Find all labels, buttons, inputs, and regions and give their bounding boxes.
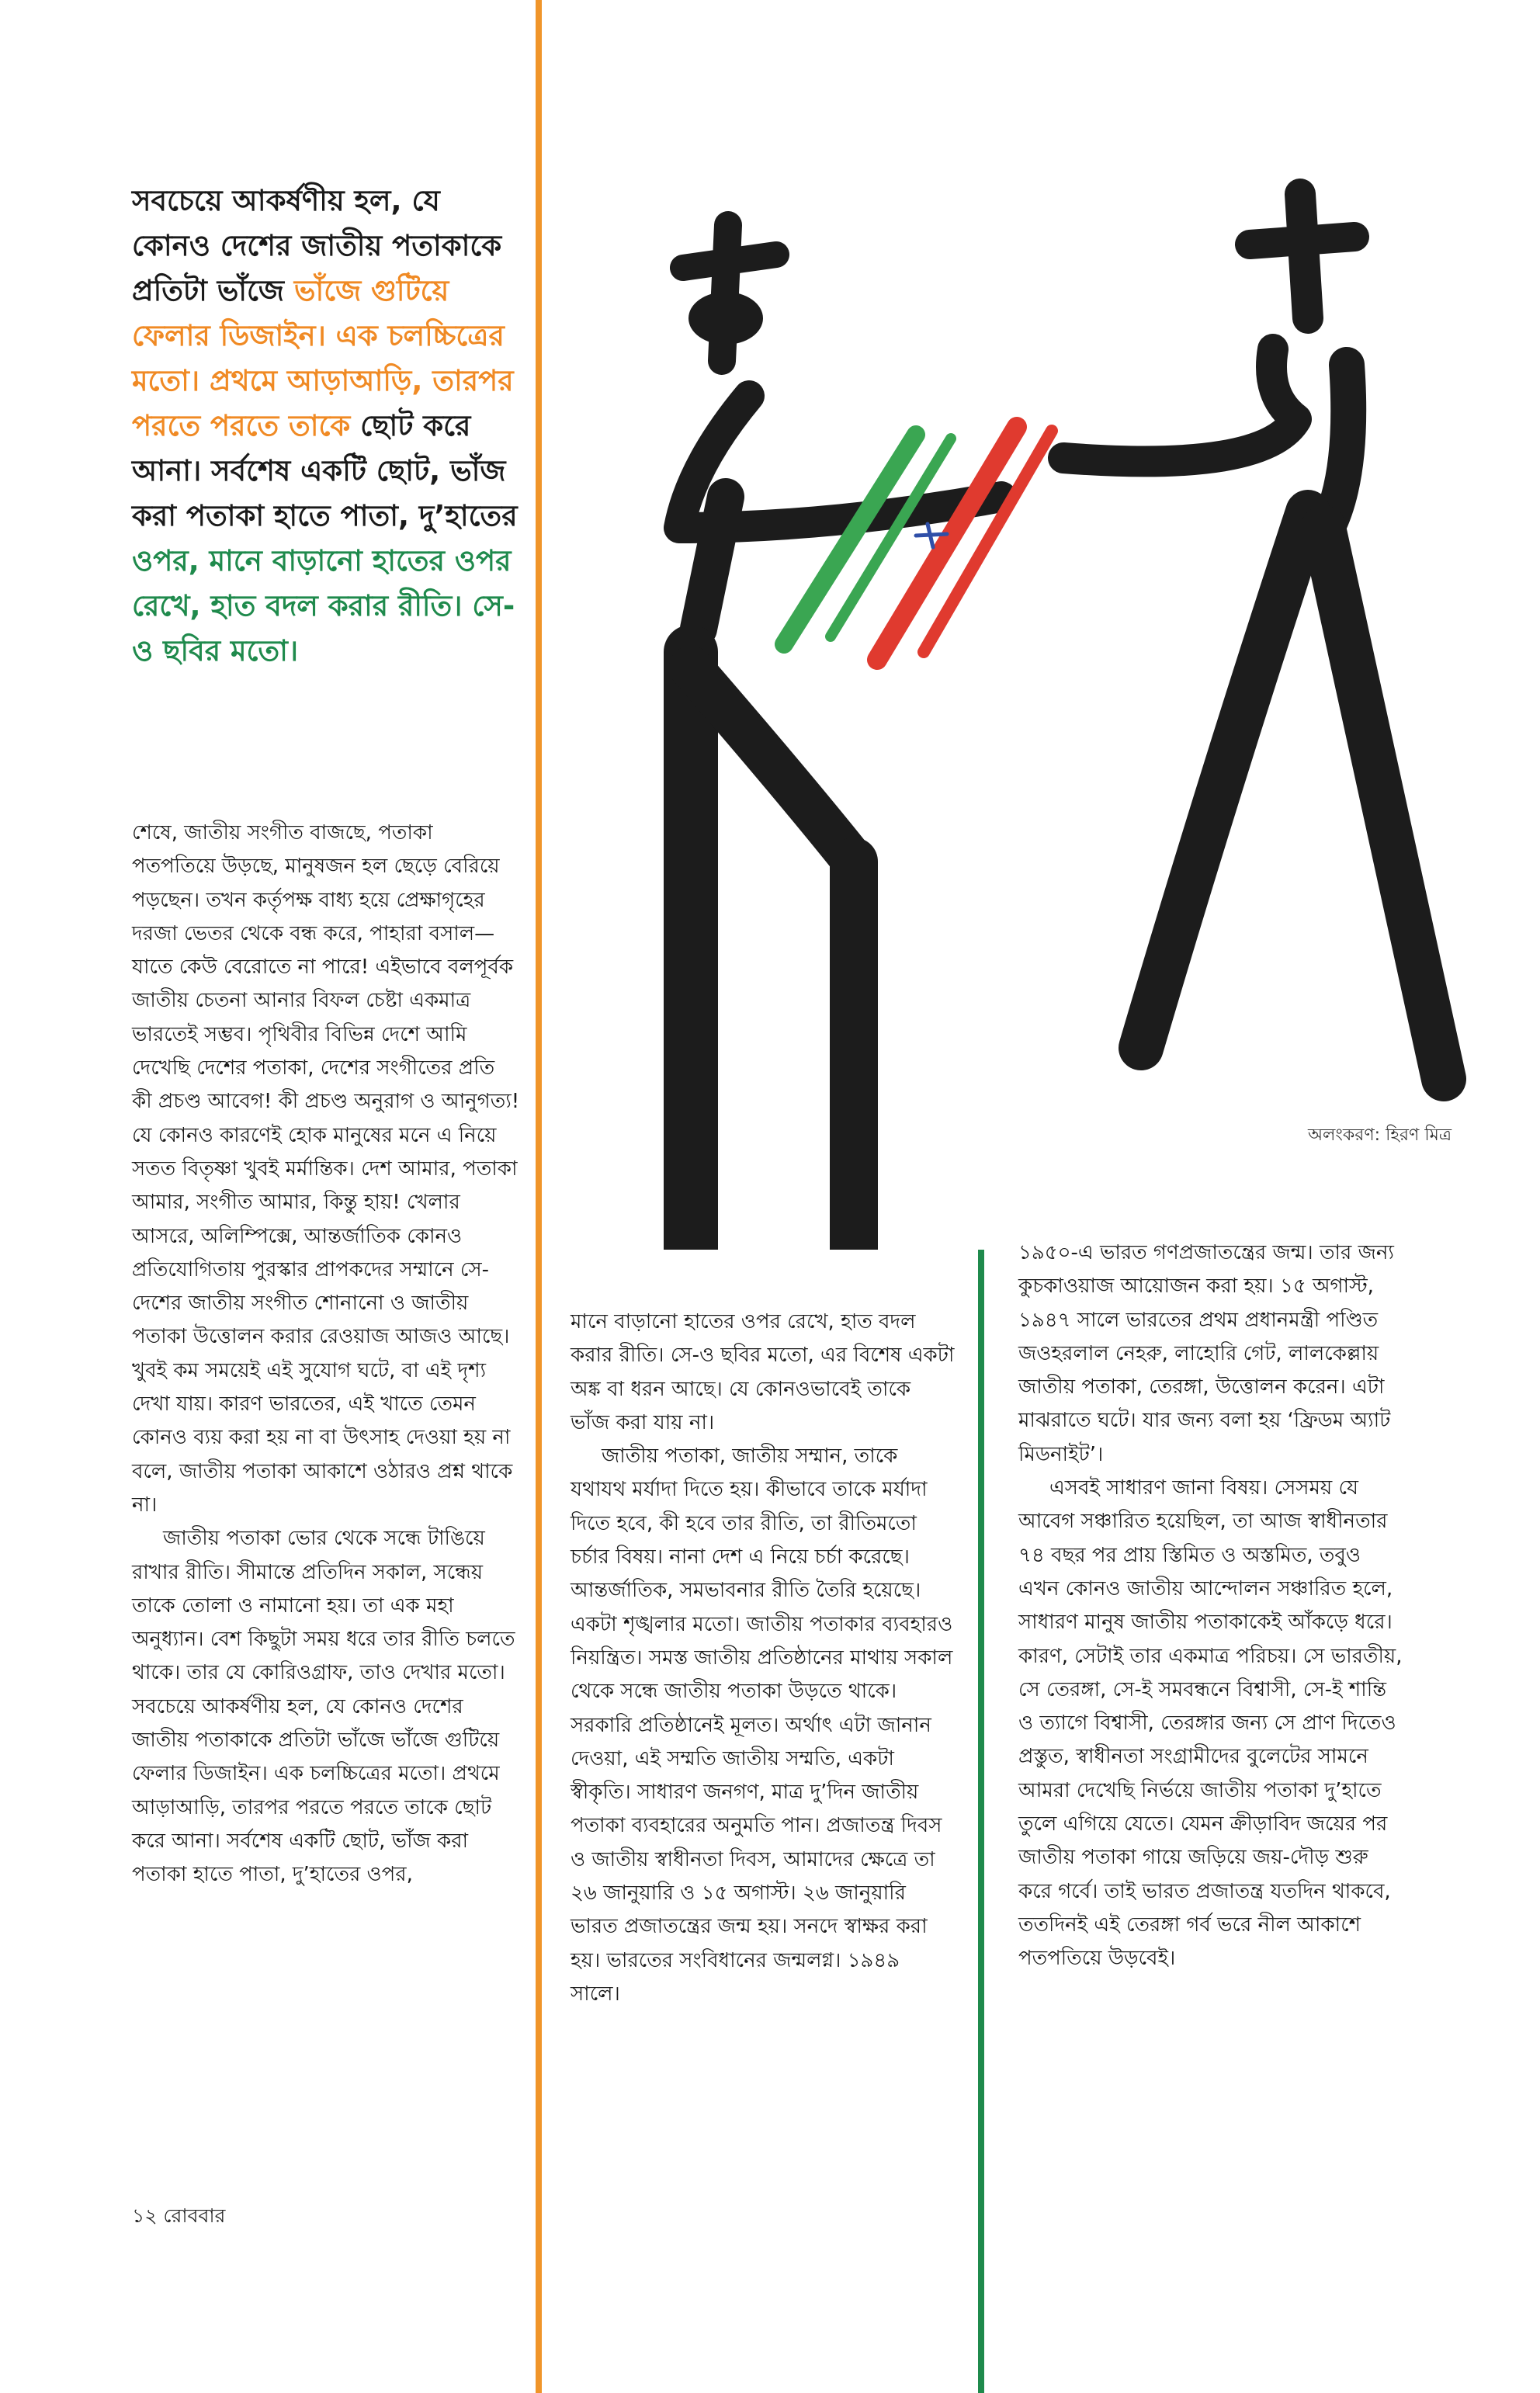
column3-paragraph-2: এসবই সাধারণ জানা বিষয়। সেসময় যে আবেগ সঞ্চারিত হয়েছিল, তা আজ স্বাধীনতার ৭৪ বছর পর প্রায় স্তিমিত ও অস্তমিত, তবুও এখন কোনও জাতীয় আন্দোলন সঞ্চারিত হলে, সাধারণ মানুষ জাতীয় পতাকাকেই আঁকড়ে ধরে। কারণ, সেটাই তার একমাত্র পরিচয়। সে ভারতীয়, সে তেরঙ্গা, সে-ই সমবন্ধনে বিশ্বাসী, সে-ই শান্তি ও ত্যাগে বিশ্বাসী, তেরঙ্গার জন্য সে প্রাণ দিতেও প্রস্তুত, স্বাধীনতা সংগ্রামীদের বুলেটের সামনে আমরা দেখেছি নির্ভয়ে জাতীয় পতাকা দু’হাতে তুলে এগিয়ে যেতে। যেমন ক্রীড়াবিদ জয়ের পর জাতীয় পতাকা গায়ে জড়িয়ে জয়-দৌড় শুরু করে গর্বে। তাই ভারত প্রজাতন্ত্র যতদিন থাকবে, ততদিনই এই তেরঙ্গা গর্ব ভরে নীল আকাশে পতপতিয়ে উড়বেই। <box>1018 1476 1403 1971</box>
illustration-caption: অলংকরণ: হিরণ মিত্র <box>1307 1125 1452 1145</box>
column3-paragraph-1: ১৯৫০-এ ভারত গণপ্রজাতন্ত্রের জন্ম। তার জন্য কুচকাওয়াজ আয়োজন করা হয়। ১৫ অগাস্ট, ১৯৪৭ সালে ভারতের প্রথম প্রধানমন্ত্রী পণ্ডিত জওহরলাল নেহরু, লাহোরি গেট, লালকেল্লায় জাতীয় পতাকা, তেরঙ্গা, উত্তোলন করেন। এটা মাঝরাতে ঘটে। যার জন্য বলা হয় ‘ফ্রিডম অ্যাট মিডনাইট’। <box>1018 1241 1394 1466</box>
article-column-3 <box>1018 1236 1406 1976</box>
right-figure-body <box>1141 512 1308 1048</box>
article-column-2 <box>571 1306 955 2011</box>
column2-paragraph-1: মানে বাড়ানো হাতের ওপর রেখে, হাত বদল করার রীতি। সে-ও ছবির মতো, এর বিশেষ একটা অঙ্ক বা ধরন আছে। যে কোনওভাবেই তাকে ভাঁজ করা যায় না। <box>571 1310 955 1434</box>
right-figure <box>1063 194 1444 1079</box>
pull-quote <box>132 179 520 674</box>
article-column-1 <box>132 817 520 1892</box>
left-figure <box>679 225 1001 1250</box>
pull-quote-green: ওপর, মানে বাড়ানো হাতের ওপর রেখে, হাত বদল করার রীতি। সে-ও ছবির মতো। <box>132 544 515 668</box>
pull-quote-black-1: সবচেয়ে আকর্ষণীয় হল, যে কোনও দেশের জাতীয় পতাকাকে প্রতিটা ভাঁজে <box>132 184 502 307</box>
right-figure-arm <box>1063 349 1296 461</box>
pull-quote-black-2: ছোট করে আনা। সর্বশেষ একটি ছোট, ভাঁজ করা পতাকা হাতে পাতা, দু’হাতের <box>132 409 518 532</box>
illustration-artwork <box>598 163 1475 1250</box>
green-column-rule <box>978 1250 984 2393</box>
flag-brush-strokes <box>784 427 1052 660</box>
page-folio: ১২ রোববার <box>132 2204 226 2227</box>
column1-paragraph-1: শেষে, জাতীয় সংগীত বাজছে, পতাকা পতপতিয়ে উড়ছে, মানুষজন হল ছেড়ে বেরিয়ে পড়ছেন। তখন কর্তৃপক্ষ বাধ্য হয়ে প্রেক্ষাগৃহের দরজা ভেতর থেকে বন্ধ করে, পাহারা বসাল— যাতে কেউ বেরোতে না পারে! এইভাবে বলপূর্বক জাতীয় চেতনা আনার বিফল চেষ্টা একমাত্র ভারতেই সম্ভব। পৃথিবীর বিভিন্ন দেশে আমি দেখেছি দেশের পতাকা, দেশের সংগীতের প্রতি কী প্রচণ্ড আবেগ! কী প্রচণ্ড অনুরাগ ও আনুগত্য! যে কোনও কারণেই হোক মানুষের মনে এ নিয়ে সতত বিতৃষ্ণা খুবই মর্মান্তিক। দেশ আমার, পতাকা আমার, সংগীত আমার, কিন্তু হায়! খেলার আসরে, অলিম্পিক্সে, আন্তর্জাতিক কোনও প্রতিযোগিতায় পুরস্কার প্রাপকদের সম্মানে সে-দেশের জাতীয় সংগীত শোনানো ও জাতীয় পতাকা উত্তোলন করার রেওয়াজ আজও আছে। খুবই কম সময়েই এই সুযোগ ঘটে, বা এই দৃশ্য দেখা যায়। কারণ ভারতের, এই খাতে তেমন কোনও ব্যয় করা হয় না বা উৎসাহ দেওয়া হয় না বলে, জাতীয় পতাকা আকাশে ওঠারও প্রশ্ন থাকে না। <box>132 821 520 1517</box>
column1-paragraph-2: জাতীয় পতাকা ভোর থেকে সন্ধে টাঙিয়ে রাখার রীতি। সীমান্তে প্রতিদিন সকাল, সন্ধেয় তাকে তোলা ও নামানো হয়। তা এক মহা অনুধ্যান। বেশ কিছুটা সময় ধরে তার রীতি চলতে থাকে। তার যে কোরিওগ্রাফ, তাও দেখার মতো। সবচেয়ে আকর্ষণীয় হল, যে কোনও দেশের জাতীয় পতাকাকে প্রতিটা ভাঁজে ভাঁজে গুটিয়ে ফেলার ডিজাইন। এক চলচ্চিত্রের মতো। প্রথমে আড়াআড়ি, তারপর পরতে পরতে তাকে ছোট করে আনা। সর্বশেষ একটি ছোট, ভাঁজ করা পতাকা হাতে পাতা, দু’হাতের ওপর, <box>132 1527 515 1887</box>
pull-quote-orange: ভাঁজে গুটিয়ে ফেলার ডিজাইন। এক চলচ্চিত্রের মতো। প্রথমে আড়াআড়ি, তারপর পরতে পরতে তাকে <box>132 274 514 442</box>
orange-column-rule <box>536 0 542 2393</box>
column2-paragraph-2: জাতীয় পতাকা, জাতীয় সম্মান, তাকে যথাযথ মর্যাদা দিতে হয়। কীভাবে তাকে মর্যাদা দিতে হবে, কী হবে তার রীতি, তা রীতিমতো চর্চার বিষয়। নানা দেশ এ নিয়ে চর্চা করেছে। আন্তর্জাতিক, সমভাবনার রীতি তৈরি হয়েছে। একটা শৃঙ্খলার মতো। জাতীয় পতাকার ব্যবহারও নিয়ন্ত্রিত। সমস্ত জাতীয় প্রতিষ্ঠানের মাথায় সকাল থেকে সন্ধে জাতীয় পতাকা উড়তে থাকে। সরকারি প্রতিষ্ঠানেই মূলত। অর্থাৎ এটা জানান দেওয়া, এই সম্মতি জাতীয় সম্মতি, একটা স্বীকৃতি। সাধারণ জনগণ, মাত্র দু’দিন জাতীয় পতাকা ব্যবহারের অনুমতি পান। প্রজাতন্ত্র দিবস ও জাতীয় স্বাধীনতা দিবস, আমাদের ক্ষেত্রে তা ২৬ জানুয়ারি ও ১৫ অগাস্ট। ২৬ জানুয়ারি ভারত প্রজাতন্ত্রের জন্ম হয়। সনদে স্বাক্ষর করা হয়। ভারতের সংবিধানের জন্মলগ্ন। ১৯৪৯ সালে। <box>571 1444 953 2006</box>
